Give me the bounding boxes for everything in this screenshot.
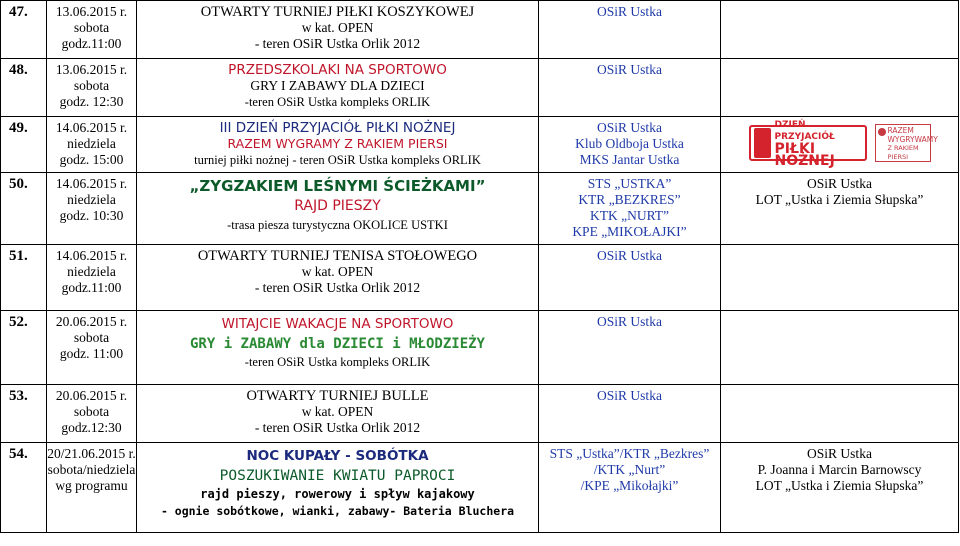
partners-cell	[721, 59, 959, 117]
weekday: sobota/niedziela	[47, 462, 136, 477]
table-row	[1, 173, 959, 245]
date: 20/21.06.2015 r.	[47, 446, 136, 461]
time: wg programu	[55, 478, 128, 493]
weekday: sobota	[73, 330, 110, 345]
table-row	[1, 443, 959, 533]
partner: P. Joanna i Marcin Barnowscy	[757, 462, 922, 477]
date-cell	[47, 173, 137, 245]
row-number: 53.	[1, 385, 47, 443]
event-location: -teren OSiR Ustka kompleks ORLIK	[244, 355, 431, 369]
organizer: OSiR Ustka	[597, 4, 662, 19]
partners-cell	[721, 245, 959, 311]
partner: OSiR Ustka	[807, 176, 872, 191]
event-title: OTWARTY TURNIEJ BULLE	[246, 388, 429, 404]
date: 20.06.2015 r.	[55, 314, 128, 329]
row-number: 47.	[1, 1, 47, 59]
organizer-cell	[539, 385, 721, 443]
weekday: niedziela	[67, 192, 116, 207]
weekday: sobota	[73, 78, 110, 93]
event-subtitle: w kat. OPEN	[301, 20, 374, 35]
organizer: KPE „MIKOŁAJKI”	[572, 224, 687, 239]
row-number: 49.	[1, 117, 47, 173]
date-cell	[47, 117, 137, 173]
organizer: MKS Jantar Ustka	[579, 152, 680, 167]
logo-line: RAZEM	[887, 126, 914, 135]
event-title: NOC KUPAŁY - SOBÓTKA	[246, 448, 429, 464]
event-title: WITAJCIE WAKACJE NA SPORTOWO	[221, 316, 454, 332]
organizer-cell	[539, 245, 721, 311]
friends-of-football-logo	[749, 120, 867, 169]
event-cell	[137, 59, 539, 117]
time: godz.11:00	[61, 280, 122, 295]
row-number: 54.	[1, 443, 47, 533]
organizer: OSiR Ustka	[597, 248, 662, 263]
organizer: /KPE „Mikołajki”	[580, 478, 679, 493]
event-cell	[137, 311, 539, 385]
event-subtitle: w kat. OPEN	[301, 264, 374, 279]
organizer: OSiR Ustka	[597, 62, 662, 77]
event-subtitle: w kat. OPEN	[301, 404, 374, 419]
logos	[725, 120, 954, 169]
event-subtitle: POSZUKIWANIE KWIATU PAPROCI	[219, 468, 456, 484]
row-number: 48.	[1, 59, 47, 117]
table-row	[1, 385, 959, 443]
organizer: STS „USTKA”	[587, 176, 672, 191]
weekday: sobota	[73, 20, 110, 35]
table-row	[1, 245, 959, 311]
partners-cell	[721, 173, 959, 245]
time: godz. 15:00	[59, 152, 124, 167]
organizer: OSiR Ustka	[597, 388, 662, 403]
logo-mark-icon	[878, 128, 886, 136]
table-row	[1, 117, 959, 173]
date: 14.06.2015 r.	[55, 120, 128, 135]
logo-line: Z RAKIEM PIERSI	[887, 144, 919, 161]
event-location: -teren OSiR Ustka kompleks ORLIK	[244, 95, 431, 109]
partner: LOT „Ustka i Ziemia Słupska”	[755, 478, 924, 493]
date-cell	[47, 311, 137, 385]
event-cell	[137, 1, 539, 59]
partners-cell	[721, 117, 959, 173]
table-row	[1, 311, 959, 385]
event-cell	[137, 117, 539, 173]
date: 14.06.2015 r.	[55, 248, 128, 263]
row-number: 50.	[1, 173, 47, 245]
logo-line: WYGRYWAMY	[887, 135, 938, 144]
organizer: OSiR Ustka	[597, 120, 662, 135]
organizer-cell	[539, 59, 721, 117]
organizer: KTK „NURT”	[589, 208, 670, 223]
weekday: sobota	[73, 404, 110, 419]
event-cell	[137, 443, 539, 533]
logo-mark-icon	[754, 128, 771, 158]
event-subtitle: GRY i ZABAWY dla DZIECI i MŁODZIEŻY	[189, 336, 485, 352]
partners-cell	[721, 443, 959, 533]
date-cell	[47, 443, 137, 533]
event-cell	[137, 245, 539, 311]
weekday: niedziela	[67, 264, 116, 279]
table-row	[1, 1, 959, 59]
event-cell	[137, 173, 539, 245]
time: godz. 12:30	[59, 94, 124, 109]
organizer: STS „Ustka”/KTR „Bezkres”	[549, 446, 710, 461]
date: 13.06.2015 r.	[55, 4, 128, 19]
partners-cell	[721, 1, 959, 59]
weekday: niedziela	[67, 136, 116, 151]
event-location: - teren OSiR Ustka Orlik 2012	[254, 420, 421, 435]
logo-text	[775, 119, 865, 167]
event-title: III DZIEŃ PRZYJACIÓŁ PIŁKI NOŻNEJ	[219, 120, 456, 136]
event-title: OTWARTY TURNIEJ PIŁKI KOSZYKOWEJ	[200, 4, 475, 20]
organizer: Klub Oldboja Ustka	[575, 136, 684, 151]
date-cell	[47, 385, 137, 443]
organizer-cell	[539, 443, 721, 533]
event-location: turniej piłki nożnej - teren OSiR Ustka kompleks ORLIK	[194, 153, 481, 167]
time: godz.11:00	[61, 36, 122, 51]
organizer-cell	[539, 311, 721, 385]
date: 13.06.2015 r.	[55, 62, 128, 77]
date: 20.06.2015 r.	[55, 388, 128, 403]
time: godz.12:30	[61, 420, 122, 435]
organizer: OSiR Ustka	[597, 314, 662, 329]
date: 14.06.2015 r.	[55, 176, 128, 191]
date-cell	[47, 245, 137, 311]
partner: LOT „Ustka i Ziemia Słupska”	[755, 192, 924, 207]
date-cell	[47, 1, 137, 59]
table-row	[1, 59, 959, 117]
partners-cell	[721, 385, 959, 443]
organizer: KTR „BEZKRES”	[578, 192, 681, 207]
event-title: „ZYGZAKIEM LEŚNYMI ŚCIEŻKAMI”	[189, 177, 486, 195]
logo-line: PIŁKI NOŻNEJ	[774, 141, 835, 169]
time: godz. 10:30	[59, 208, 124, 223]
event-subtitle: GRY I ZABAWY DLA DZIECI	[250, 78, 425, 93]
logo-line: DZIEŃ PRZYJACIÓŁ	[774, 120, 835, 142]
row-number: 51.	[1, 245, 47, 311]
date-cell	[47, 59, 137, 117]
event-location: -trasa piesza turystyczna OKOLICE USTKI	[227, 218, 448, 232]
partner: OSiR Ustka	[807, 446, 872, 461]
organizer: /KTK „Nurt”	[593, 462, 666, 477]
event-cell	[137, 385, 539, 443]
event-detail: - ognie sobótkowe, wianki, zabawy- Bateria Bluchera	[160, 504, 515, 518]
event-title: OTWARTY TURNIEJ TENISA STOŁOWEGO	[197, 248, 478, 264]
time: godz. 11:00	[59, 346, 124, 361]
organizer-cell	[539, 117, 721, 173]
partners-cell	[721, 311, 959, 385]
row-number: 52.	[1, 311, 47, 385]
event-detail: rajd pieszy, rowerowy i spływ kajakowy	[200, 487, 475, 501]
event-location: - teren OSiR Ustka Orlik 2012	[254, 280, 421, 295]
event-subtitle: RAJD PIESZY	[294, 198, 381, 214]
event-title: PRZEDSZKOLAKI NA SPORTOWO	[228, 62, 447, 78]
organizer-cell	[539, 1, 721, 59]
event-subtitle: RAZEM WYGRAMY Z RAKIEM PIERSI	[227, 136, 448, 151]
breast-cancer-logo	[875, 124, 938, 162]
organizer-cell	[539, 173, 721, 245]
event-location: - teren OSiR Ustka Orlik 2012	[254, 36, 421, 51]
